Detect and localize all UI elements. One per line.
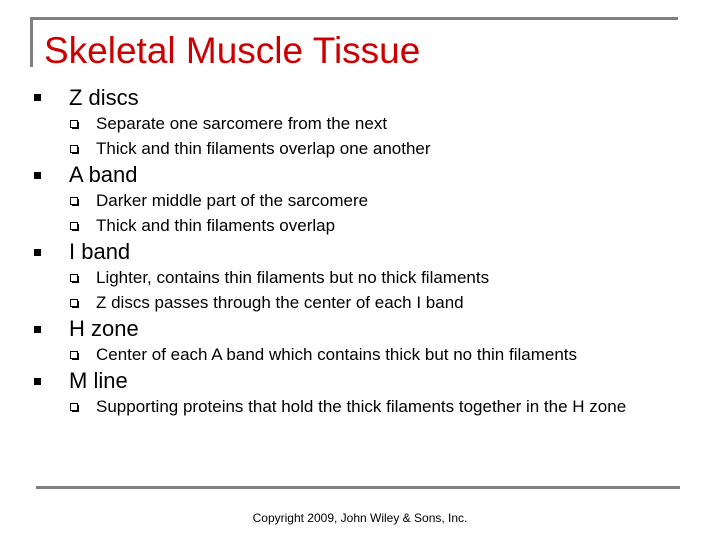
- sub-bullet-marker: [70, 145, 78, 153]
- sub-bullet-text: Center of each A band which contains thick but no thin filaments: [96, 345, 578, 364]
- bullet-marker: [34, 249, 41, 256]
- footer-rule: [36, 486, 680, 489]
- sub-bullet-text: Thick and thin filaments overlap one another: [96, 139, 431, 158]
- bullet-marker: [34, 378, 41, 385]
- sub-bullet-marker: [70, 403, 78, 411]
- bullet-marker: [34, 172, 41, 179]
- slide-title: Skeletal Muscle Tissue: [44, 30, 421, 71]
- bullet-heading-z-discs: Z discs: [69, 85, 139, 110]
- title-frame-top-rule: [30, 17, 678, 20]
- sub-bullet-marker: [70, 299, 78, 307]
- sub-bullet-marker: [70, 197, 78, 205]
- title-frame-left-rule: [30, 17, 33, 67]
- bullet-marker: [34, 326, 41, 333]
- bullet-heading-h-zone: H zone: [69, 316, 139, 341]
- bullet-heading-i-band: I band: [69, 239, 131, 264]
- copyright-footer: Copyright 2009, John Wiley & Sons, Inc.: [252, 511, 468, 525]
- sub-bullet-marker: [70, 274, 78, 282]
- bullet-heading-a-band: A band: [69, 162, 138, 187]
- sub-bullet-text: Z discs passes through the center of each I band: [96, 293, 464, 312]
- sub-bullet-marker: [70, 222, 78, 230]
- sub-bullet-text: Thick and thin filaments overlap: [96, 216, 336, 235]
- sub-bullet-marker: [70, 351, 78, 359]
- sub-bullet-text: Lighter, contains thin filaments but no thick filaments: [96, 268, 490, 287]
- sub-bullet-marker: [70, 120, 78, 128]
- bullet-heading-m-line: M line: [69, 368, 128, 393]
- sub-bullet-text: Darker middle part of the sarcomere: [96, 191, 369, 210]
- sub-bullet-text: Separate one sarcomere from the next: [96, 114, 388, 133]
- sub-bullet-text: Supporting proteins that hold the thick filaments together in the H zone: [96, 397, 627, 416]
- bullet-marker: [34, 94, 41, 101]
